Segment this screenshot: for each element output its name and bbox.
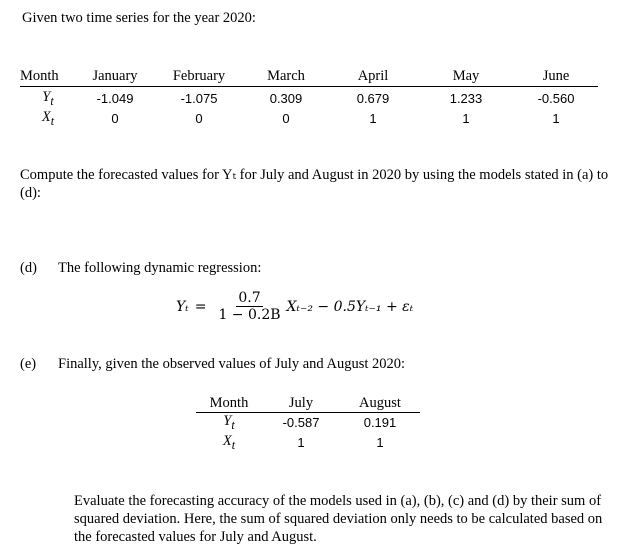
header-january: January <box>76 68 154 87</box>
dynamic-regression-equation <box>176 290 413 323</box>
part-e-text: Finally, given the observed values of July and August 2020: <box>58 356 406 372</box>
table-cell: -1.049 <box>96 90 134 106</box>
equation-equals: = <box>194 298 207 315</box>
table-cell: 0.191 <box>363 414 397 430</box>
table-row-y <box>20 87 598 109</box>
table-cell: -0.587 <box>282 414 320 430</box>
table-row-y <box>196 413 420 433</box>
table-cell: 0 <box>111 110 119 126</box>
observed-values-table <box>196 395 420 453</box>
intro-text: Given two time series for the year 2020: <box>22 10 256 26</box>
table-cell: -0.560 <box>537 90 575 106</box>
header-march: March <box>244 68 328 87</box>
header-june: June <box>514 68 598 87</box>
header-february: February <box>154 68 244 87</box>
table-cell: 1 <box>462 110 470 126</box>
row-label-x: $X_t$ <box>222 432 236 452</box>
equation-fraction <box>216 290 282 323</box>
part-e-label: (e) <box>20 356 37 372</box>
fraction-denominator: 1 − 0.2B <box>218 307 281 323</box>
part-d-text: The following dynamic regression: <box>58 260 262 276</box>
fraction-numerator: 0.7 <box>238 290 261 306</box>
header-month: Month <box>196 395 262 413</box>
table-row-x <box>196 433 420 453</box>
table-cell: 1 <box>552 110 560 126</box>
row-label-y: $Y_t$ <box>42 89 54 108</box>
part-e <box>20 356 405 373</box>
table-cell: 1 <box>376 434 384 450</box>
compute-instruction: Compute the forecasted values for Yₜ for July and August in 2020 by using the models stated in (a) to (d): <box>20 167 609 201</box>
header-month: Month <box>20 68 76 87</box>
table-cell: 0 <box>282 110 290 126</box>
table-cell: 0.309 <box>269 90 303 106</box>
equation-rest: Xₜ₋₂ − 0.5Yₜ₋₁ + εₜ <box>286 298 414 315</box>
table-row-x <box>20 109 598 129</box>
header-may: May <box>418 68 514 87</box>
table-header-row <box>196 395 420 413</box>
header-april: April <box>328 68 418 87</box>
time-series-table-2020 <box>20 68 598 129</box>
row-label-y: $Y_t$ <box>223 413 235 432</box>
header-july: July <box>262 395 340 413</box>
row-label-x: $X_t$ <box>41 108 55 128</box>
table-cell: 0.679 <box>356 90 390 106</box>
equation-lhs: Yₜ <box>176 298 189 315</box>
evaluate-instruction: Evaluate the forecasting accuracy of the models used in (a), (b), (c) and (d) by their sum of squared deviation. Here, the sum of squared deviation only needs to be calculated based on the forecasted values for July and August. <box>74 493 603 545</box>
table-cell: 1.233 <box>449 90 483 106</box>
table-cell: 1 <box>369 110 377 126</box>
header-august: August <box>340 395 420 413</box>
part-d-label: (d) <box>20 260 37 276</box>
table-cell: -1.075 <box>180 90 218 106</box>
table-cell: 1 <box>297 434 305 450</box>
part-d <box>20 260 261 277</box>
table-header-row <box>20 68 598 87</box>
table-cell: 0 <box>195 110 203 126</box>
